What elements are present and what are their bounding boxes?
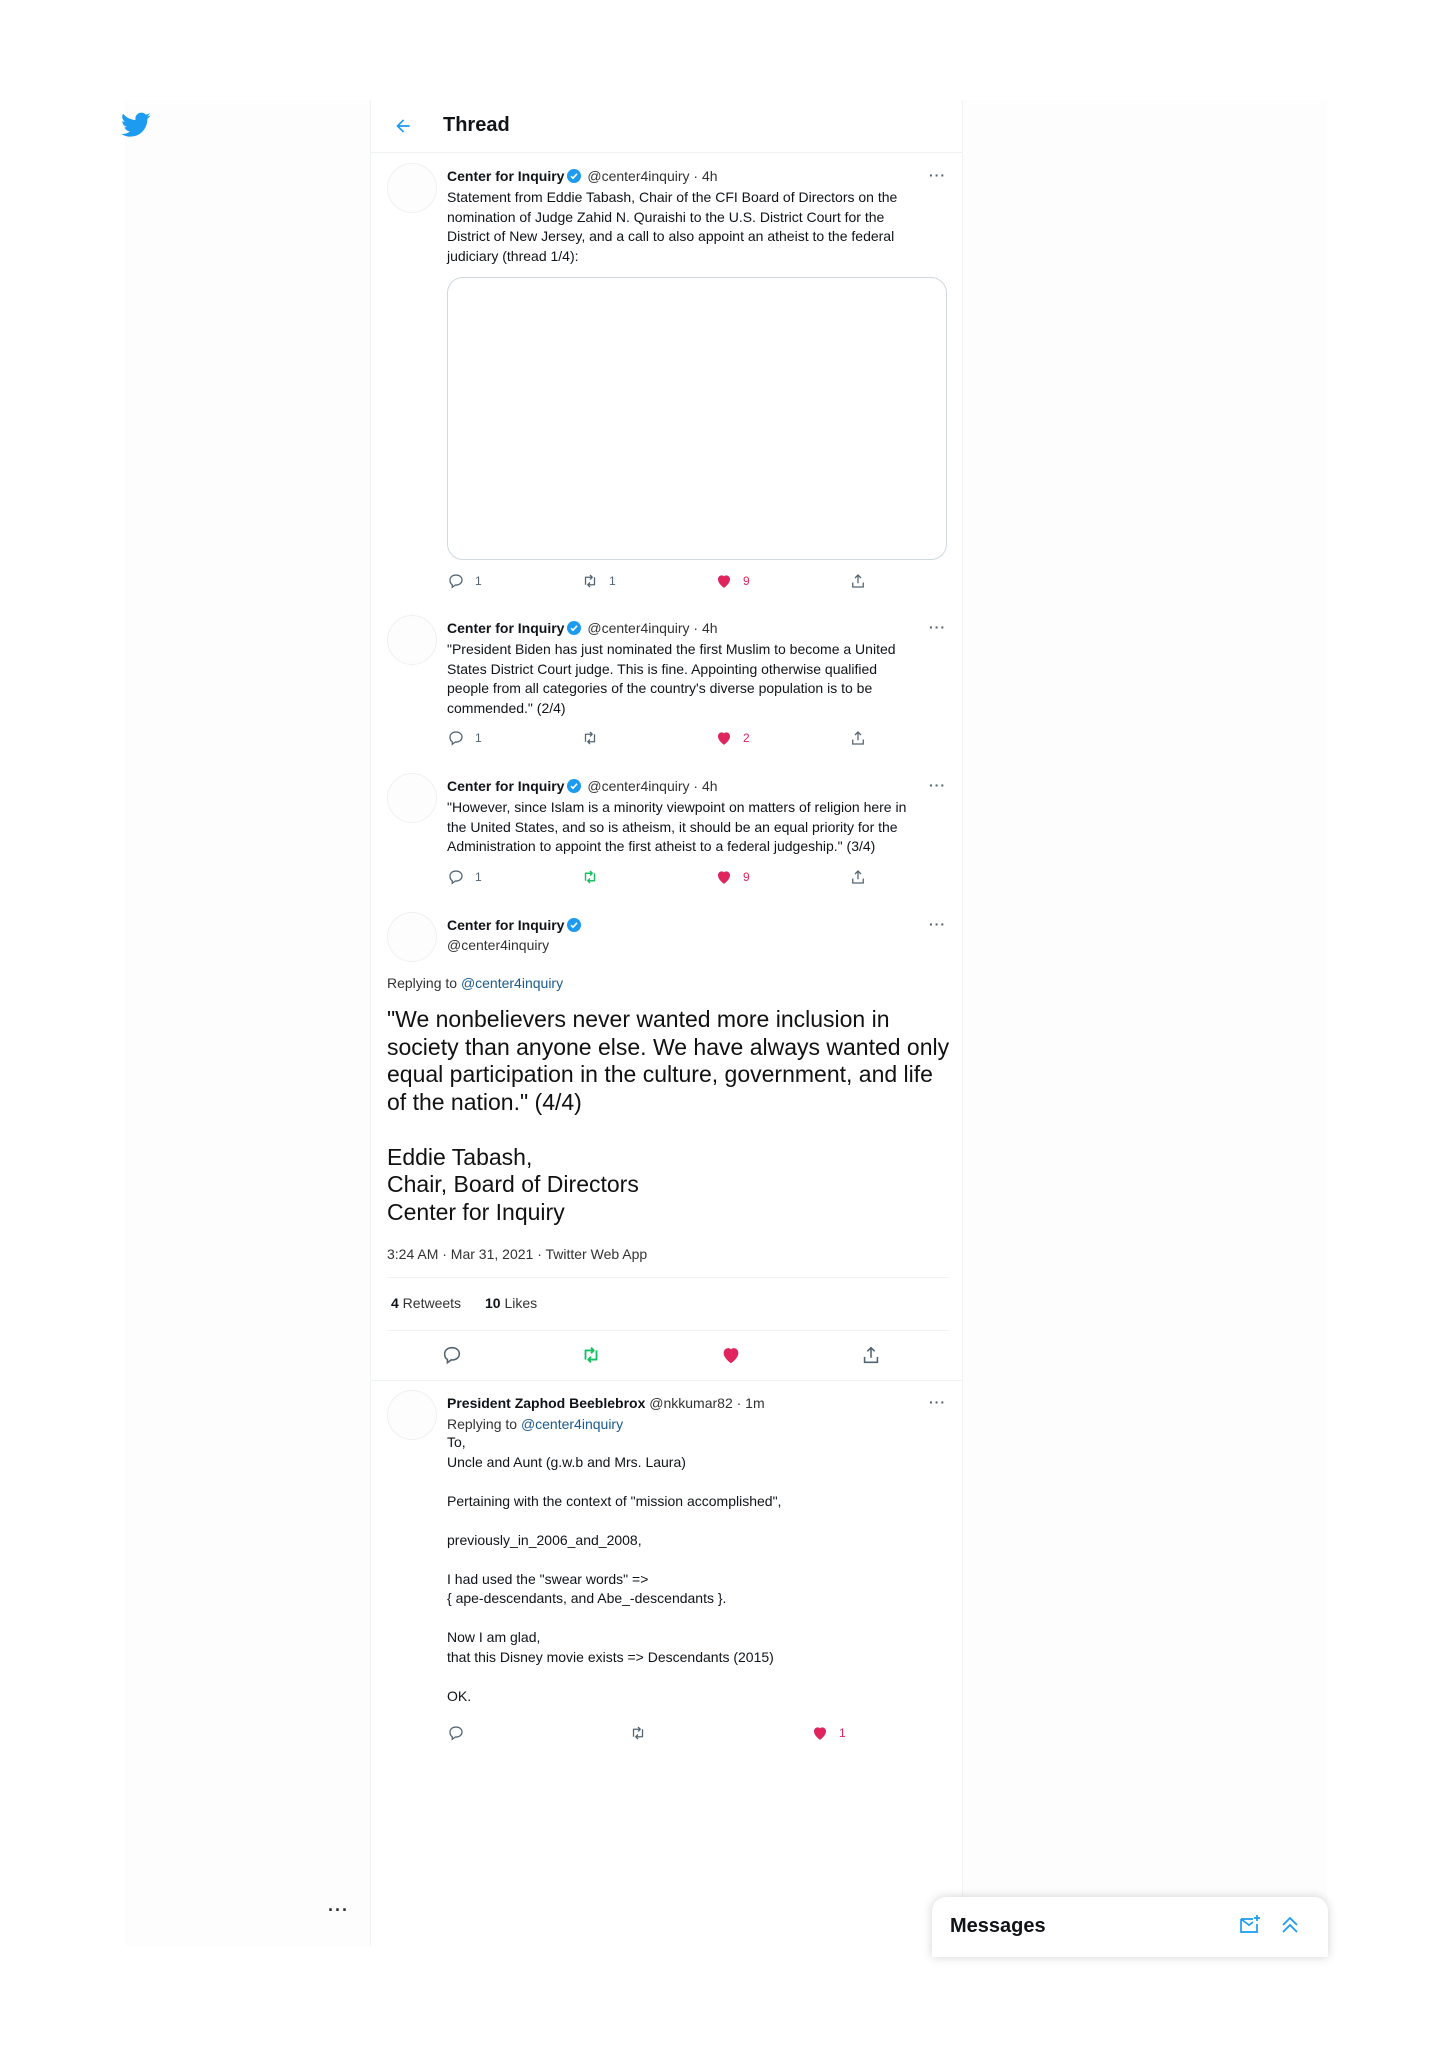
retweets-label: Retweets (398, 1295, 462, 1311)
tweet-timestamp[interactable]: 3:24 AM · Mar 31, 2021 · Twitter Web App (387, 1246, 648, 1262)
reply-icon (447, 729, 465, 747)
replying-to-link[interactable]: @center4inquiry (460, 975, 564, 991)
more-icon[interactable]: ··· (929, 777, 946, 793)
share-button[interactable] (849, 867, 877, 887)
thread-column (370, 100, 963, 1946)
share-icon (849, 868, 867, 886)
reply-button[interactable] (447, 867, 482, 887)
author-name[interactable]: President Zaphod Beeblebrox (447, 1395, 646, 1411)
author-handle[interactable]: @center4inquiry · 4h (587, 620, 718, 636)
reply-count: 1 (475, 870, 482, 884)
tweet-2[interactable] (371, 615, 962, 765)
likes-stat[interactable] (485, 1295, 537, 1311)
tweet-text: "However, since Islam is a minority viewpoint on matters of religion here in the United States, and so is atheism, it should be an equal priority for the Administration to appoint the first atheist to a federal judgeship." (3/4) (447, 799, 907, 854)
tweet-meta (447, 619, 937, 637)
share-button[interactable] (849, 571, 877, 591)
tweet-actions (447, 1723, 867, 1743)
verified-icon (567, 621, 581, 635)
thread-header (371, 100, 962, 153)
tweet-actions (447, 728, 867, 748)
author-name[interactable]: Center for Inquiry (447, 168, 565, 184)
author-name[interactable]: Center for Inquiry (447, 620, 565, 636)
tweet-meta (447, 167, 937, 185)
tweet-1[interactable] (371, 163, 962, 603)
more-menu-icon[interactable]: ··· (328, 1900, 349, 1920)
more-icon[interactable]: ··· (929, 619, 946, 635)
tweet-actions (447, 571, 867, 591)
main-tweet-text: "We nonbelievers never wanted more inclusion in society than anyone else. We have always wanted only equal participation in the culture, government, and life of the nation." (4/4) Eddie Tabash, Chair, Board of Directors Center for Inquiry (387, 1006, 950, 1225)
reply-count: 1 (475, 731, 482, 745)
verified-icon (567, 779, 581, 793)
tweet-text: Statement from Eddie Tabash, Chair of the CFI Board of Directors on the nomination of Judge Zahid N. Quraishi to the U.S. District Court for the District of New Jersey, and a call to also appoint an atheist to the federal judiciary (thread 1/4): (447, 189, 898, 264)
tweet-meta (447, 777, 937, 795)
reply-button[interactable] (447, 1723, 475, 1743)
retweet-button[interactable] (581, 867, 609, 887)
like-icon (715, 729, 733, 747)
likes-label: Likes (500, 1295, 538, 1311)
retweet-button[interactable] (581, 728, 609, 748)
like-button[interactable] (715, 571, 750, 591)
avatar[interactable] (387, 912, 437, 962)
reply-button[interactable] (447, 728, 482, 748)
more-icon[interactable]: ··· (929, 167, 946, 183)
author-handle[interactable]: @center4inquiry (447, 937, 550, 953)
avatar[interactable] (387, 615, 437, 665)
retweet-icon[interactable] (580, 1344, 602, 1366)
retweet-count: 1 (609, 574, 616, 588)
divider (371, 1380, 962, 1381)
like-count: 2 (743, 731, 750, 745)
verified-icon (567, 169, 581, 183)
page-title: Thread (443, 114, 510, 136)
like-button[interactable] (715, 867, 750, 887)
more-icon[interactable]: ··· (929, 1394, 946, 1410)
retweet-button[interactable] (581, 571, 616, 591)
replying-to-link[interactable]: @center4inquiry (520, 1416, 624, 1432)
expand-icon[interactable] (1278, 1913, 1302, 1937)
main-tweet-actions (387, 1340, 948, 1370)
like-button[interactable] (811, 1723, 846, 1743)
replying-to (387, 975, 563, 991)
reply-button[interactable] (447, 571, 482, 591)
new-message-icon[interactable] (1238, 1913, 1262, 1937)
author-handle[interactable]: @center4inquiry · 4h (587, 778, 718, 794)
likes-count: 10 (485, 1295, 501, 1311)
reply-icon[interactable] (441, 1344, 463, 1366)
avatar[interactable] (387, 163, 437, 213)
tweet-text: "President Biden has just nominated the first Muslim to become a United States District Court judge. This is fine. Appointing otherwise qualified people from all categories of the country's diverse population is to be commended." (2/4) (447, 641, 896, 716)
retweet-icon (581, 729, 599, 747)
tweet-meta (447, 1394, 937, 1412)
more-icon[interactable]: ··· (929, 916, 946, 932)
share-icon[interactable] (860, 1344, 882, 1366)
twitter-logo-icon[interactable] (121, 112, 151, 138)
retweet-icon (629, 1724, 647, 1742)
like-icon (811, 1724, 829, 1742)
reply-count: 1 (475, 574, 482, 588)
retweets-count: 4 (391, 1295, 399, 1311)
messages-title: Messages (950, 1915, 1046, 1937)
like-count: 9 (743, 870, 750, 884)
tweet-meta (447, 916, 937, 934)
like-button[interactable] (715, 728, 750, 748)
retweets-stat[interactable] (391, 1295, 461, 1311)
tweet-3[interactable] (371, 773, 962, 903)
tweet-text: To, Uncle and Aunt (g.w.b and Mrs. Laura) Pertaining with the context of "mission accomplished", previously_in_2006_and_2008, I had used the "swear words" => { ape-descendants, and Abe_-descendants }. Now I am glad, that this Disney movie exists => Descendants (2015) OK. (447, 1434, 782, 1704)
avatar[interactable] (387, 773, 437, 823)
tweet-stats (387, 1277, 948, 1331)
like-count: 9 (743, 574, 750, 588)
main-tweet (371, 912, 962, 972)
replying-to-label: Replying to (447, 1416, 521, 1432)
retweet-button[interactable] (629, 1723, 657, 1743)
tweet-media[interactable] (447, 277, 947, 560)
messages-drawer[interactable] (932, 1897, 1328, 1957)
reply-icon (447, 868, 465, 886)
author-name[interactable]: Center for Inquiry (447, 778, 565, 794)
like-icon (715, 572, 733, 590)
reply-icon (447, 1724, 465, 1742)
replying-to (447, 1416, 937, 1432)
reply-tweet[interactable] (371, 1390, 962, 1760)
share-icon (849, 572, 867, 590)
author-name[interactable]: Center for Inquiry (447, 917, 565, 933)
back-arrow-icon[interactable] (393, 116, 413, 136)
share-button[interactable] (849, 728, 877, 748)
share-icon (849, 729, 867, 747)
replying-to-label: Replying to (387, 975, 461, 991)
verified-icon (567, 918, 581, 932)
avatar[interactable] (387, 1390, 437, 1440)
like-icon (715, 868, 733, 886)
author-handle[interactable]: @nkkumar82 · 1m (649, 1395, 765, 1411)
like-count: 1 (839, 1726, 846, 1740)
retweet-icon (581, 868, 599, 886)
author-handle[interactable]: @center4inquiry · 4h (587, 168, 718, 184)
like-icon[interactable] (720, 1344, 742, 1366)
tweet-actions (447, 867, 867, 887)
reply-icon (447, 572, 465, 590)
retweet-icon (581, 572, 599, 590)
